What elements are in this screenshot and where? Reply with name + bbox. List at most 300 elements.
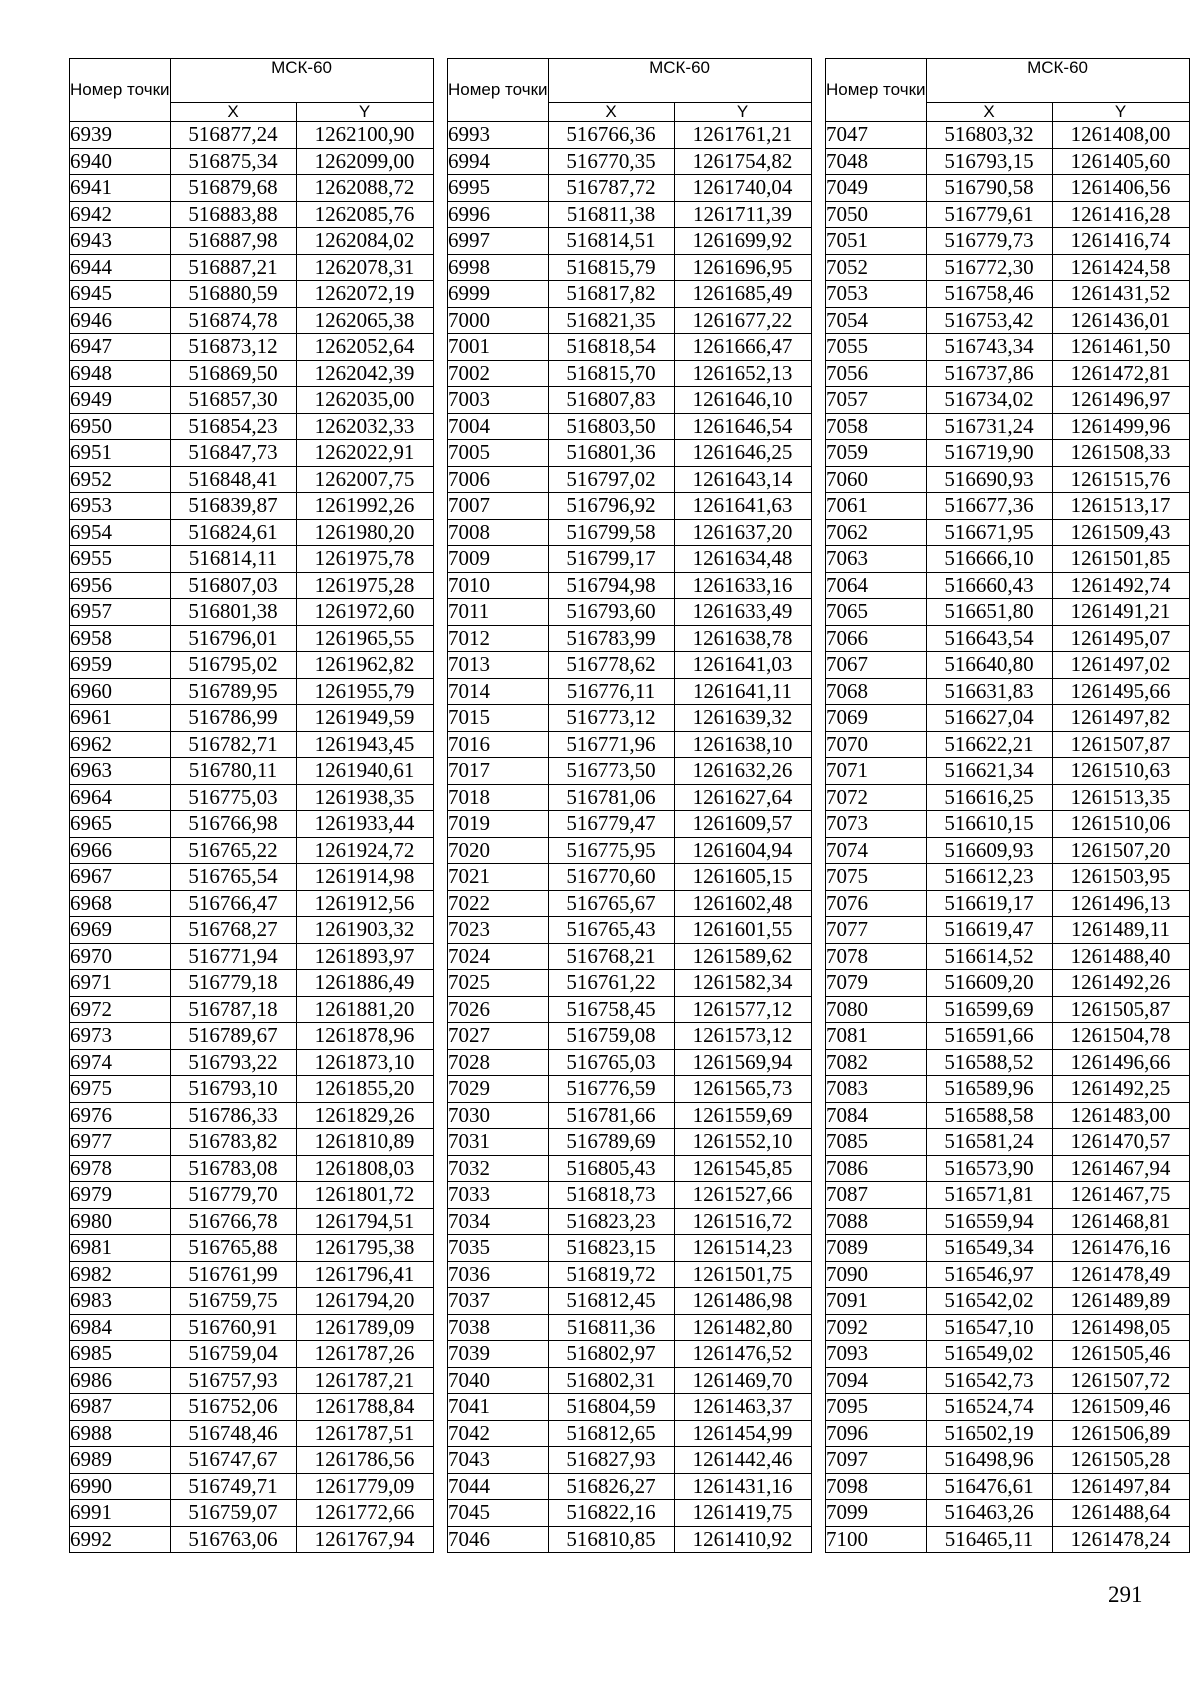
x-coordinate-cell: 516812,45 (548, 1288, 674, 1315)
y-coordinate-cell: 1261638,78 (674, 625, 811, 652)
x-coordinate-cell: 516805,43 (548, 1155, 674, 1182)
table-row (448, 493, 812, 520)
coordinates-table-3 (825, 58, 1190, 1553)
point-number-cell: 7090 (826, 1261, 927, 1288)
x-coordinate-cell: 516776,59 (548, 1076, 674, 1103)
table-row (448, 1102, 812, 1129)
table-row (70, 1182, 434, 1209)
table-row (70, 1394, 434, 1421)
coordinates-table-1 (69, 58, 434, 1553)
x-coordinate-cell: 516549,02 (926, 1341, 1052, 1368)
table-row (448, 148, 812, 175)
y-coordinate-cell: 1261431,16 (674, 1473, 811, 1500)
point-number-cell: 7026 (448, 996, 549, 1023)
y-coordinate-cell: 1261646,54 (674, 413, 811, 440)
point-number-cell: 6999 (448, 281, 549, 308)
x-coordinate-cell: 516781,66 (548, 1102, 674, 1129)
point-number-cell: 7016 (448, 731, 549, 758)
x-coordinate-cell: 516759,75 (170, 1288, 296, 1315)
y-coordinate-cell: 1261497,82 (1052, 705, 1189, 732)
table-row (826, 1473, 1190, 1500)
x-coordinate-cell: 516783,99 (548, 625, 674, 652)
table-row (448, 837, 812, 864)
table-row (826, 1288, 1190, 1315)
table-row (826, 572, 1190, 599)
table-row (70, 970, 434, 997)
table-row (448, 864, 812, 891)
point-number-cell: 7041 (448, 1394, 549, 1421)
point-number-cell: 7088 (826, 1208, 927, 1235)
point-number-cell: 7020 (448, 837, 549, 864)
table-row (448, 917, 812, 944)
table-body (826, 122, 1190, 1553)
x-coordinate-cell: 516773,50 (548, 758, 674, 785)
table-row (70, 228, 434, 255)
x-coordinate-cell: 516766,36 (548, 122, 674, 149)
table-row (70, 1500, 434, 1527)
point-number-cell: 7082 (826, 1049, 927, 1076)
x-coordinate-cell: 516591,66 (926, 1023, 1052, 1050)
point-number-cell: 7077 (826, 917, 927, 944)
point-number-cell: 7049 (826, 175, 927, 202)
x-coordinate-cell: 516498,96 (926, 1447, 1052, 1474)
table-row (826, 625, 1190, 652)
point-number-cell: 7052 (826, 254, 927, 281)
point-number-cell: 6971 (70, 970, 171, 997)
y-coordinate-cell: 1261789,09 (296, 1314, 433, 1341)
y-coordinate-cell: 1262035,00 (296, 387, 433, 414)
point-number-cell: 7081 (826, 1023, 927, 1050)
y-coordinate-cell: 1261497,02 (1052, 652, 1189, 679)
x-coordinate-cell: 516761,22 (548, 970, 674, 997)
x-coordinate-cell: 516622,21 (926, 731, 1052, 758)
x-coordinate-cell: 516643,54 (926, 625, 1052, 652)
point-number-cell: 6943 (70, 228, 171, 255)
y-coordinate-cell: 1261881,20 (296, 996, 433, 1023)
table-row (448, 228, 812, 255)
y-coordinate-cell: 1261975,28 (296, 572, 433, 599)
table-row (826, 307, 1190, 334)
table-body (70, 122, 434, 1553)
y-coordinate-cell: 1261855,20 (296, 1076, 433, 1103)
y-coordinate-cell: 1261794,20 (296, 1288, 433, 1315)
table-row (448, 943, 812, 970)
table-row (448, 281, 812, 308)
table-row (70, 1473, 434, 1500)
x-coordinate-cell: 516789,95 (170, 678, 296, 705)
table-row (70, 811, 434, 838)
x-coordinate-cell: 516807,03 (170, 572, 296, 599)
point-number-cell: 7017 (448, 758, 549, 785)
y-coordinate-cell: 1262099,00 (296, 148, 433, 175)
table-row (70, 493, 434, 520)
table-row (448, 811, 812, 838)
x-coordinate-cell: 516803,32 (926, 122, 1052, 149)
point-number-cell: 7084 (826, 1102, 927, 1129)
x-coordinate-cell: 516640,80 (926, 652, 1052, 679)
point-number-header: Номер точки (826, 59, 927, 122)
point-number-cell: 6941 (70, 175, 171, 202)
x-header: X (170, 103, 296, 122)
y-coordinate-cell: 1261488,64 (1052, 1500, 1189, 1527)
y-coordinate-cell: 1261468,81 (1052, 1208, 1189, 1235)
table-row (826, 705, 1190, 732)
x-coordinate-cell: 516766,98 (170, 811, 296, 838)
x-coordinate-cell: 516627,04 (926, 705, 1052, 732)
point-number-cell: 6993 (448, 122, 549, 149)
point-number-cell: 6952 (70, 466, 171, 493)
point-number-cell: 7071 (826, 758, 927, 785)
y-coordinate-cell: 1262085,76 (296, 201, 433, 228)
table-row (826, 493, 1190, 520)
table-row (70, 1155, 434, 1182)
y-coordinate-cell: 1262084,02 (296, 228, 433, 255)
y-coordinate-cell: 1261515,76 (1052, 466, 1189, 493)
point-number-cell: 6984 (70, 1314, 171, 1341)
y-coordinate-cell: 1261605,15 (674, 864, 811, 891)
y-coordinate-cell: 1261514,23 (674, 1235, 811, 1262)
point-number-cell: 7086 (826, 1155, 927, 1182)
table-row (826, 1155, 1190, 1182)
y-coordinate-cell: 1261637,20 (674, 519, 811, 546)
x-coordinate-cell: 516465,11 (926, 1526, 1052, 1553)
x-coordinate-cell: 516796,92 (548, 493, 674, 520)
y-coordinate-cell: 1261601,55 (674, 917, 811, 944)
point-number-cell: 7099 (826, 1500, 927, 1527)
x-coordinate-cell: 516734,02 (926, 387, 1052, 414)
table-row (448, 122, 812, 149)
y-coordinate-cell: 1261641,03 (674, 652, 811, 679)
point-number-cell: 6953 (70, 493, 171, 520)
table-row (826, 1208, 1190, 1235)
table-row (448, 1394, 812, 1421)
x-coordinate-cell: 516880,59 (170, 281, 296, 308)
y-coordinate-cell: 1261472,81 (1052, 360, 1189, 387)
x-coordinate-cell: 516765,54 (170, 864, 296, 891)
y-coordinate-cell: 1261499,96 (1052, 413, 1189, 440)
x-coordinate-cell: 516542,02 (926, 1288, 1052, 1315)
table-row (826, 1023, 1190, 1050)
y-coordinate-cell: 1261424,58 (1052, 254, 1189, 281)
table-row (448, 1526, 812, 1553)
y-coordinate-cell: 1261666,47 (674, 334, 811, 361)
x-coordinate-cell: 516759,07 (170, 1500, 296, 1527)
point-number-cell: 7007 (448, 493, 549, 520)
x-coordinate-cell: 516559,94 (926, 1208, 1052, 1235)
x-coordinate-cell: 516804,59 (548, 1394, 674, 1421)
x-coordinate-cell: 516752,06 (170, 1394, 296, 1421)
point-number-cell: 7068 (826, 678, 927, 705)
point-number-cell: 6959 (70, 652, 171, 679)
x-coordinate-cell: 516811,36 (548, 1314, 674, 1341)
x-coordinate-cell: 516797,02 (548, 466, 674, 493)
y-coordinate-cell: 1261604,94 (674, 837, 811, 864)
point-number-cell: 7092 (826, 1314, 927, 1341)
table-row (70, 1288, 434, 1315)
y-coordinate-cell: 1261431,52 (1052, 281, 1189, 308)
x-coordinate-cell: 516677,36 (926, 493, 1052, 520)
table-row (70, 148, 434, 175)
point-number-cell: 7089 (826, 1235, 927, 1262)
point-number-cell: 6977 (70, 1129, 171, 1156)
table-row (70, 917, 434, 944)
x-coordinate-cell: 516759,04 (170, 1341, 296, 1368)
x-coordinate-cell: 516753,42 (926, 307, 1052, 334)
table-row (448, 625, 812, 652)
table-row (70, 175, 434, 202)
table-row (70, 519, 434, 546)
x-coordinate-cell: 516759,08 (548, 1023, 674, 1050)
x-coordinate-cell: 516812,65 (548, 1420, 674, 1447)
point-number-cell: 7029 (448, 1076, 549, 1103)
point-number-cell: 7060 (826, 466, 927, 493)
y-coordinate-cell: 1261873,10 (296, 1049, 433, 1076)
point-number-cell: 7019 (448, 811, 549, 838)
x-coordinate-cell: 516771,96 (548, 731, 674, 758)
x-coordinate-cell: 516817,82 (548, 281, 674, 308)
point-number-cell: 6981 (70, 1235, 171, 1262)
x-coordinate-cell: 516760,91 (170, 1314, 296, 1341)
point-number-cell: 7030 (448, 1102, 549, 1129)
y-coordinate-cell: 1261513,35 (1052, 784, 1189, 811)
point-number-cell: 7097 (826, 1447, 927, 1474)
x-coordinate-cell: 516768,27 (170, 917, 296, 944)
table-row (448, 1473, 812, 1500)
coordinate-system-header: МСК-60 (548, 59, 811, 103)
table-row (70, 334, 434, 361)
x-coordinate-cell: 516758,46 (926, 281, 1052, 308)
table-row (448, 1208, 812, 1235)
point-number-cell: 7025 (448, 970, 549, 997)
table-row (70, 1341, 434, 1368)
point-number-cell: 6945 (70, 281, 171, 308)
y-coordinate-cell: 1261761,21 (674, 122, 811, 149)
y-coordinate-cell: 1261509,46 (1052, 1394, 1189, 1421)
x-coordinate-cell: 516775,03 (170, 784, 296, 811)
table-row (70, 1023, 434, 1050)
table-row (826, 122, 1190, 149)
y-coordinate-cell: 1261914,98 (296, 864, 433, 891)
point-number-cell: 7021 (448, 864, 549, 891)
x-coordinate-cell: 516786,33 (170, 1102, 296, 1129)
point-number-cell: 7001 (448, 334, 549, 361)
y-coordinate-cell: 1261685,49 (674, 281, 811, 308)
table-row (70, 201, 434, 228)
point-number-cell: 6989 (70, 1447, 171, 1474)
x-coordinate-cell: 516824,61 (170, 519, 296, 546)
table-row (826, 970, 1190, 997)
x-coordinate-cell: 516588,58 (926, 1102, 1052, 1129)
point-number-cell: 6944 (70, 254, 171, 281)
table-row (826, 758, 1190, 785)
y-coordinate-cell: 1261878,96 (296, 1023, 433, 1050)
x-coordinate-cell: 516660,43 (926, 572, 1052, 599)
table-row (448, 1023, 812, 1050)
y-coordinate-cell: 1261677,22 (674, 307, 811, 334)
x-coordinate-cell: 516573,90 (926, 1155, 1052, 1182)
table-row (826, 678, 1190, 705)
y-coordinate-cell: 1262072,19 (296, 281, 433, 308)
y-coordinate-cell: 1261787,26 (296, 1341, 433, 1368)
table-row (70, 387, 434, 414)
y-header: Y (674, 103, 811, 122)
y-coordinate-cell: 1261492,25 (1052, 1076, 1189, 1103)
y-coordinate-cell: 1261646,10 (674, 387, 811, 414)
y-coordinate-cell: 1261516,72 (674, 1208, 811, 1235)
point-number-cell: 6961 (70, 705, 171, 732)
table-row (448, 1235, 812, 1262)
point-number-cell: 7072 (826, 784, 927, 811)
point-number-cell: 6958 (70, 625, 171, 652)
point-number-cell: 7100 (826, 1526, 927, 1553)
y-coordinate-cell: 1261638,10 (674, 731, 811, 758)
point-number-cell: 7078 (826, 943, 927, 970)
x-coordinate-cell: 516772,30 (926, 254, 1052, 281)
x-coordinate-cell: 516616,25 (926, 784, 1052, 811)
x-coordinate-cell: 516610,15 (926, 811, 1052, 838)
x-coordinate-cell: 516609,20 (926, 970, 1052, 997)
point-number-cell: 7028 (448, 1049, 549, 1076)
point-number-cell: 7012 (448, 625, 549, 652)
y-coordinate-cell: 1261505,87 (1052, 996, 1189, 1023)
point-number-cell: 7047 (826, 122, 927, 149)
x-coordinate-cell: 516787,72 (548, 175, 674, 202)
y-coordinate-cell: 1261711,39 (674, 201, 811, 228)
point-number-cell: 7004 (448, 413, 549, 440)
x-coordinate-cell: 516802,97 (548, 1341, 674, 1368)
x-coordinate-cell: 516827,93 (548, 1447, 674, 1474)
y-coordinate-cell: 1262052,64 (296, 334, 433, 361)
x-coordinate-cell: 516781,06 (548, 784, 674, 811)
x-coordinate-cell: 516795,02 (170, 652, 296, 679)
x-header: X (548, 103, 674, 122)
x-coordinate-cell: 516815,70 (548, 360, 674, 387)
point-number-cell: 7062 (826, 519, 927, 546)
x-coordinate-cell: 516839,87 (170, 493, 296, 520)
x-coordinate-cell: 516766,78 (170, 1208, 296, 1235)
x-coordinate-cell: 516758,45 (548, 996, 674, 1023)
point-number-cell: 6994 (448, 148, 549, 175)
point-number-cell: 7061 (826, 493, 927, 520)
point-number-cell: 6987 (70, 1394, 171, 1421)
table-row (70, 996, 434, 1023)
table-row (70, 1526, 434, 1553)
x-coordinate-cell: 516790,58 (926, 175, 1052, 202)
point-number-cell: 6972 (70, 996, 171, 1023)
x-coordinate-cell: 516826,27 (548, 1473, 674, 1500)
y-coordinate-cell: 1261634,48 (674, 546, 811, 573)
x-coordinate-cell: 516671,95 (926, 519, 1052, 546)
point-number-cell: 7015 (448, 705, 549, 732)
x-coordinate-cell: 516783,82 (170, 1129, 296, 1156)
y-coordinate-cell: 1261992,26 (296, 493, 433, 520)
y-coordinate-cell: 1261646,25 (674, 440, 811, 467)
table-row (448, 1367, 812, 1394)
table-row (448, 1288, 812, 1315)
table-row (70, 837, 434, 864)
x-coordinate-cell: 516731,24 (926, 413, 1052, 440)
table-row (70, 1261, 434, 1288)
x-coordinate-cell: 516796,01 (170, 625, 296, 652)
y-coordinate-cell: 1261467,75 (1052, 1182, 1189, 1209)
y-coordinate-cell: 1261801,72 (296, 1182, 433, 1209)
y-coordinate-cell: 1261627,64 (674, 784, 811, 811)
x-coordinate-cell: 516773,12 (548, 705, 674, 732)
point-number-cell: 7063 (826, 546, 927, 573)
y-coordinate-cell: 1261478,49 (1052, 1261, 1189, 1288)
y-coordinate-cell: 1261497,84 (1052, 1473, 1189, 1500)
point-number-cell: 6962 (70, 731, 171, 758)
point-number-cell: 7043 (448, 1447, 549, 1474)
point-number-cell: 6960 (70, 678, 171, 705)
point-number-cell: 7014 (448, 678, 549, 705)
table-row (448, 201, 812, 228)
point-number-cell: 7083 (826, 1076, 927, 1103)
x-header: X (926, 103, 1052, 122)
y-coordinate-cell: 1261740,04 (674, 175, 811, 202)
table-row (826, 228, 1190, 255)
x-coordinate-cell: 516761,99 (170, 1261, 296, 1288)
y-coordinate-cell: 1261602,48 (674, 890, 811, 917)
point-number-cell: 7053 (826, 281, 927, 308)
y-coordinate-cell: 1261772,66 (296, 1500, 433, 1527)
table-row (448, 1049, 812, 1076)
y-coordinate-cell: 1261509,43 (1052, 519, 1189, 546)
y-coordinate-cell: 1261810,89 (296, 1129, 433, 1156)
x-coordinate-cell: 516822,16 (548, 1500, 674, 1527)
table-row (826, 1261, 1190, 1288)
table-row (826, 254, 1190, 281)
y-coordinate-cell: 1261545,85 (674, 1155, 811, 1182)
point-number-cell: 7031 (448, 1129, 549, 1156)
point-number-cell: 7066 (826, 625, 927, 652)
y-coordinate-cell: 1261476,16 (1052, 1235, 1189, 1262)
point-number-cell: 7087 (826, 1182, 927, 1209)
y-header: Y (296, 103, 433, 122)
table-row (70, 599, 434, 626)
x-coordinate-cell: 516749,71 (170, 1473, 296, 1500)
x-coordinate-cell: 516588,52 (926, 1049, 1052, 1076)
table-row (448, 678, 812, 705)
y-coordinate-cell: 1261461,50 (1052, 334, 1189, 361)
point-number-cell: 6996 (448, 201, 549, 228)
point-number-cell: 6992 (70, 1526, 171, 1553)
y-coordinate-cell: 1261641,63 (674, 493, 811, 520)
y-coordinate-cell: 1261491,21 (1052, 599, 1189, 626)
table-row (826, 731, 1190, 758)
y-coordinate-cell: 1261496,97 (1052, 387, 1189, 414)
y-coordinate-cell: 1261406,56 (1052, 175, 1189, 202)
x-coordinate-cell: 516476,61 (926, 1473, 1052, 1500)
point-number-cell: 7038 (448, 1314, 549, 1341)
table-row (448, 652, 812, 679)
table-row (826, 864, 1190, 891)
point-number-cell: 7033 (448, 1182, 549, 1209)
y-coordinate-cell: 1262042,39 (296, 360, 433, 387)
point-number-cell: 6976 (70, 1102, 171, 1129)
y-coordinate-cell: 1261786,56 (296, 1447, 433, 1474)
y-coordinate-cell: 1261501,75 (674, 1261, 811, 1288)
x-coordinate-cell: 516799,58 (548, 519, 674, 546)
point-number-cell: 6940 (70, 148, 171, 175)
point-number-cell: 7006 (448, 466, 549, 493)
y-coordinate-cell: 1261559,69 (674, 1102, 811, 1129)
point-number-cell: 7024 (448, 943, 549, 970)
x-coordinate-cell: 516786,99 (170, 705, 296, 732)
coordinate-system-header: МСК-60 (926, 59, 1189, 103)
x-coordinate-cell: 516782,71 (170, 731, 296, 758)
point-number-cell: 7022 (448, 890, 549, 917)
